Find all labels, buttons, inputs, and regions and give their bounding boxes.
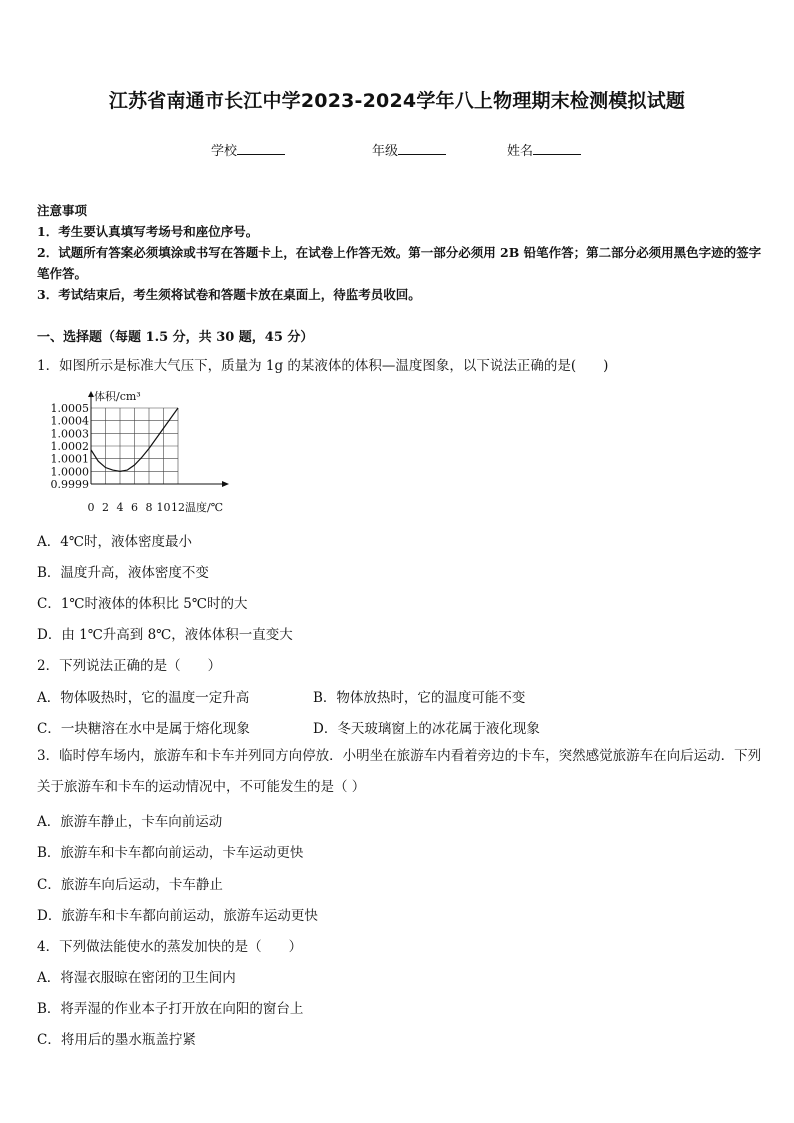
notice-item: 1．考生要认真填写考场号和座位序号。 <box>37 224 259 239</box>
option: C．旅游车向后运动，卡车静止 <box>37 877 223 893</box>
name-blank <box>533 142 581 155</box>
x-tick-label: 12 <box>171 501 185 514</box>
volume-temperature-chart <box>48 388 238 516</box>
x-axis-label: 温度/℃ <box>185 501 224 514</box>
option: B．物体放热时，它的温度可能不变 <box>313 690 526 706</box>
notice-block <box>37 200 762 305</box>
option: A．4℃时，液体密度最小 <box>37 534 192 550</box>
x-tick-label: 4 <box>116 501 124 514</box>
question-stem: 3．临时停车场内，旅游车和卡车并列同方向停放．小明坐在旅游车内看着旁边的卡车，突然感觉旅游车在向后运动．下列关于旅游车和卡车的运动情况中，不可能发生的是（ ） <box>37 748 762 795</box>
question-stem: 2．下列说法正确的是（ ） <box>37 658 222 674</box>
school-field <box>211 140 285 159</box>
option: D．由 1℃升高到 8℃，液体体积一直变大 <box>37 627 293 643</box>
notice-item: 3．考试结束后，考生须将试卷和答题卡放在桌面上，待监考员收回。 <box>37 287 421 302</box>
option: C．将用后的墨水瓶盖拧紧 <box>37 1032 196 1048</box>
x-axis-arrow <box>222 481 229 487</box>
name-field <box>507 140 581 159</box>
option: D．旅游车和卡车都向前运动，旅游车运动更快 <box>37 908 318 924</box>
notice-item: 2．试题所有答案必须填涂或书写在答题卡上，在试卷上作答无效。第一部分必须用 2B 铅笔作答；第二部分必须用黑色字迹的签字笔作答。 <box>37 245 762 281</box>
option: A．将湿衣服晾在密闭的卫生间内 <box>37 970 236 986</box>
y-tick-label: 1.0000 <box>50 465 89 479</box>
x-tick-label: 0 <box>87 501 95 514</box>
y-tick-label: 1.0005 <box>50 402 89 415</box>
school-blank <box>237 142 285 155</box>
x-tick-label: 6 <box>131 501 138 514</box>
name-label: 姓名 <box>507 144 534 159</box>
option: B．旅游车和卡车都向前运动，卡车运动更快 <box>37 845 304 861</box>
section-heading: 一、选择题（每题 1.5 分，共 30 题，45 分） <box>37 330 314 345</box>
notice-heading: 注意事项 <box>37 203 88 218</box>
grade-blank <box>398 142 446 155</box>
y-tick-label: 1.0001 <box>50 452 89 466</box>
option: B．将弄湿的作业本子打开放在向阳的窗台上 <box>37 1001 304 1017</box>
y-tick-label: 0.9999 <box>50 478 89 491</box>
y-tick-label: 1.0002 <box>50 440 89 453</box>
grade-label: 年级 <box>372 144 399 159</box>
y-tick-label: 1.0003 <box>50 427 89 441</box>
x-tick-label: 2 <box>102 501 109 514</box>
y-axis-label: 体积/cm³ <box>94 390 141 403</box>
x-tick-label: 10 <box>156 501 171 514</box>
question-stem: 4．下列做法能使水的蒸发加快的是（ ） <box>37 939 303 955</box>
chart-axes <box>88 391 229 487</box>
y-tick-labels <box>51 402 90 491</box>
grade-field <box>372 140 446 159</box>
chart-grid <box>91 408 178 484</box>
option: B．温度升高，液体密度不变 <box>37 565 209 581</box>
x-tick-labels <box>88 501 186 514</box>
option: C．一块糖溶在水中是属于熔化现象 <box>37 721 250 737</box>
exam-title: 江苏省南通市长江中学2023-2024学年八上物理期末检测模拟试题 <box>108 90 686 112</box>
question-stem: 1．如图所示是标准大气压下，质量为 1g 的某液体的体积—温度图象，以下说法正确的是( ) <box>37 358 609 374</box>
x-tick-label: 8 <box>145 501 153 514</box>
option: C．1℃时液体的体积比 5℃时的大 <box>37 596 248 612</box>
school-label: 学校 <box>211 144 238 159</box>
option: A．旅游车静止，卡车向前运动 <box>37 814 223 830</box>
y-tick-label: 1.0004 <box>50 414 89 428</box>
option: D．冬天玻璃窗上的冰花属于液化现象 <box>313 721 540 737</box>
option: A．物体吸热时，它的温度一定升高 <box>37 690 250 706</box>
